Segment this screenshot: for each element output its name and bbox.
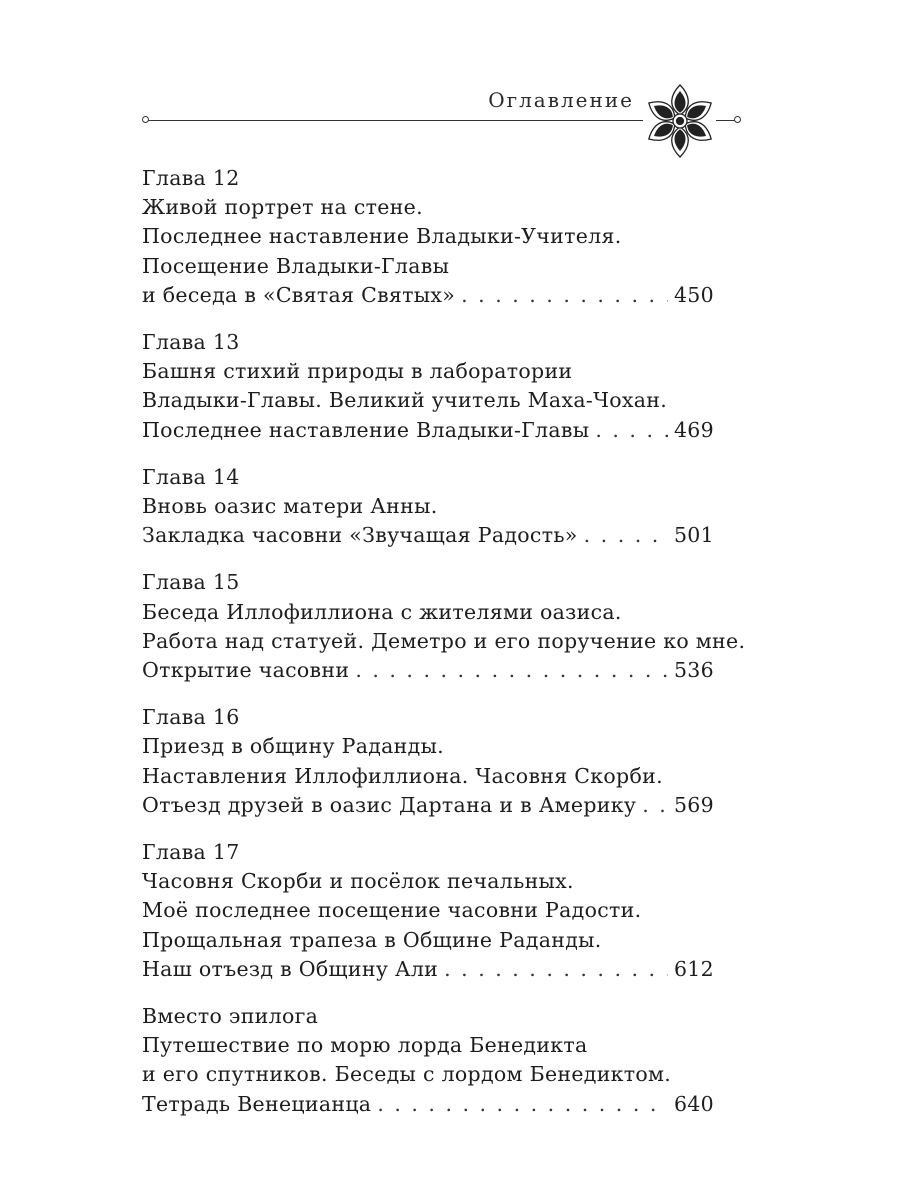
page-header <box>0 0 900 170</box>
toc-chapter-block <box>142 328 714 445</box>
toc-chapter-block <box>142 463 714 551</box>
toc-entry[interactable] <box>142 656 714 685</box>
toc-chapter-block <box>142 703 714 820</box>
chapter-title-line: Живой портрет на стене. <box>142 195 423 220</box>
toc-entry[interactable] <box>142 281 714 310</box>
dot-leader <box>642 791 668 820</box>
page-number: 569 <box>673 792 714 817</box>
page-number: 536 <box>673 658 714 683</box>
header-rule-left <box>147 120 643 121</box>
chapter-title-last-line: Последнее наставление Владыки-Главы <box>142 417 590 442</box>
page-number: 450 <box>673 282 714 307</box>
lotus-mandala-ornament-icon <box>641 82 719 160</box>
dot-leader <box>461 281 668 310</box>
chapter-title-line: Приезд в общину Раданды. <box>142 734 444 759</box>
toc-entry[interactable] <box>142 1090 714 1119</box>
page-number: 469 <box>673 417 714 442</box>
chapter-heading: Глава 12 <box>142 166 240 190</box>
toc-chapter-block <box>142 568 746 685</box>
page-title: Оглавление <box>488 88 634 112</box>
chapter-title-last-line: Тетрадь Венецианца <box>142 1091 372 1116</box>
dot-leader <box>355 656 668 685</box>
chapter-title-line: Посещение Владыки-Главы <box>142 253 450 278</box>
chapter-heading: Глава 13 <box>142 330 240 355</box>
table-of-contents <box>142 164 746 1137</box>
chapter-title-line: Последнее наставление Владыки-Учителя. <box>142 224 622 249</box>
chapter-heading: Глава 14 <box>142 464 240 489</box>
toc-entry[interactable] <box>142 955 714 984</box>
dot-leader <box>584 521 668 550</box>
chapter-title-last-line: Наш отъезд в Общину Али <box>142 956 439 981</box>
page-number: 640 <box>673 1091 714 1116</box>
chapter-title-line: Вновь оазис матери Анны. <box>142 494 438 519</box>
chapter-title-line: Часовня Скорби и посёлок печальных. <box>142 869 574 894</box>
chapter-heading: Глава 16 <box>142 705 240 730</box>
chapter-title-line: Беседа Иллофиллиона с жителями оазиса. <box>142 599 622 624</box>
chapter-title-last-line: Отъезд друзей в оазис Дартана и в Америку <box>142 792 637 817</box>
chapter-title-last-line: Открытие часовни <box>142 658 350 683</box>
chapter-title-line: Моё последнее посещение часовни Радости. <box>142 898 642 923</box>
chapter-heading: Вместо эпилога <box>142 1004 319 1029</box>
toc-chapter-block <box>142 164 714 310</box>
dot-leader <box>595 416 668 445</box>
chapter-heading: Глава 15 <box>142 570 240 595</box>
toc-chapter-block <box>142 838 714 984</box>
dot-leader <box>444 955 668 984</box>
chapter-title-line: и его спутников. Беседы с лордом Бенедиктом. <box>142 1062 672 1087</box>
chapter-title-last-line: Закладка часовни «Звучащая Радость» <box>142 523 578 548</box>
toc-entry[interactable] <box>142 416 714 445</box>
chapter-title-line: Наставления Иллофиллиона. Часовня Скорби. <box>142 763 663 788</box>
chapter-title-line: Путешествие по морю лорда Бенедикта <box>142 1033 588 1058</box>
rule-end-dot-left <box>142 116 149 123</box>
chapter-title-line: Башня стихий природы в лаборатории <box>142 359 573 384</box>
page-number: 612 <box>673 956 714 981</box>
chapter-title-last-line: и беседа в «Святая Святых» <box>142 282 456 307</box>
toc-entry[interactable] <box>142 791 714 820</box>
header-rule-right <box>716 120 736 121</box>
chapter-title-line: Владыки-Главы. Великий учитель Маха-Чохан. <box>142 388 668 413</box>
chapter-title-line: Прощальная трапеза в Общине Раданды. <box>142 927 602 952</box>
dot-leader <box>377 1090 668 1119</box>
rule-end-dot-right <box>734 116 741 123</box>
page-number: 501 <box>673 523 714 548</box>
chapter-title-line: Работа над статуей. Деметро и его поручение ко мне. <box>142 628 746 653</box>
chapter-heading: Глава 17 <box>142 840 240 865</box>
toc-chapter-block <box>142 1002 714 1119</box>
toc-entry[interactable] <box>142 521 714 550</box>
